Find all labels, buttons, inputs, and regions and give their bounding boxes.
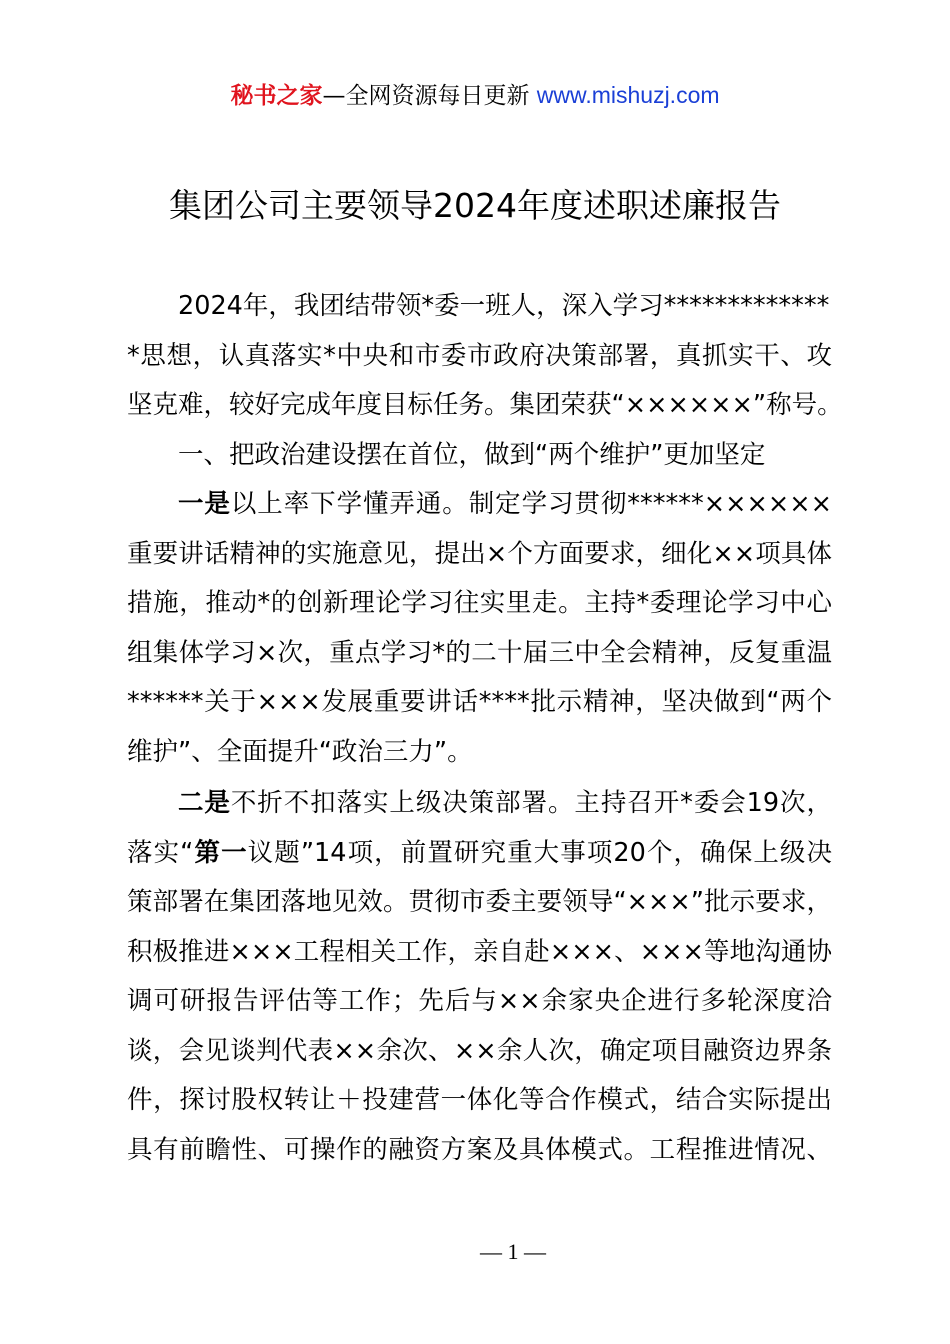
paragraph-text: 落实“ bbox=[127, 837, 194, 868]
document-body bbox=[127, 282, 843, 1175]
paragraph-line: 坚克难，较好完成年度目标任务。集团荣获“××××××”称号。 bbox=[127, 390, 843, 420]
site-url-link[interactable]: www.mishuzj.com bbox=[536, 82, 720, 108]
point-label: 二是 bbox=[178, 788, 231, 818]
paragraph-line: 具有前瞻性、可操作的融资方案及具体模式。工程推进情况、 bbox=[127, 1134, 832, 1165]
paragraph-line: 谈，会见谈判代表××余次、××余人次，确定项目融资边界条 bbox=[127, 1035, 832, 1066]
paragraph-line: 组集体学习×次，重点学习*的二十届三中全会精神，反复重温 bbox=[127, 637, 832, 668]
paragraph-line: ******关于×××发展重要讲话****批示精神，坚决做到“两个 bbox=[127, 687, 832, 717]
document-title: 集团公司主要领导2024年度述职述廉报告 bbox=[169, 186, 781, 225]
section-heading: 一、把政治建设摆在首位，做到“两个维护”更加坚定 bbox=[178, 439, 766, 470]
paragraph-line: 调可研报告评估等工作；先后与××余家央企进行多轮深度洽 bbox=[127, 986, 832, 1016]
paragraph-line bbox=[127, 779, 832, 829]
paragraph-text: 以上率下学懂弄通。制定学习贯彻******×××××× bbox=[230, 489, 832, 519]
site-slogan: —全网资源每日更新 bbox=[322, 83, 537, 109]
paragraph-text: 议题”14项，前置研究重大事项20个，确保上级决 bbox=[247, 837, 832, 868]
paragraph-line: *思想，认真落实*中央和市委市政府决策部署，真抓实干、攻 bbox=[127, 340, 832, 371]
site-header bbox=[0, 78, 950, 113]
paragraph-line: 措施，推动*的创新理论学习往实里走。主持*委理论学习中心 bbox=[127, 588, 832, 618]
site-brand: 秘书之家 bbox=[230, 83, 323, 109]
paragraph-line: 2024年，我团结带领*委一班人，深入学习************* bbox=[178, 291, 830, 321]
paragraph-line bbox=[127, 829, 832, 879]
emphasis-text: 第一 bbox=[193, 837, 248, 868]
point-label: 一是 bbox=[178, 489, 231, 519]
paragraph-line: 维护”、全面提升“政治三力”。 bbox=[127, 736, 473, 767]
paragraph-line: 策部署在集团落地见效。贯彻市委主要领导“×××”批示要求， bbox=[127, 887, 832, 917]
paragraph-line: 件，探讨股权转让＋投建营一体化等合作模式，结合实际提出 bbox=[127, 1085, 832, 1115]
page-number: — 1 — bbox=[480, 1239, 546, 1264]
paragraph-line: 积极推进×××工程相关工作，亲自赴×××、×××等地沟通协 bbox=[127, 936, 832, 967]
paragraph-line bbox=[127, 480, 832, 530]
paragraph-text: 不折不扣落实上级决策部署。主持召开*委会19次， bbox=[230, 788, 832, 818]
paragraph-line: 重要讲话精神的实施意见，提出×个方面要求，细化××项具体 bbox=[127, 538, 832, 569]
